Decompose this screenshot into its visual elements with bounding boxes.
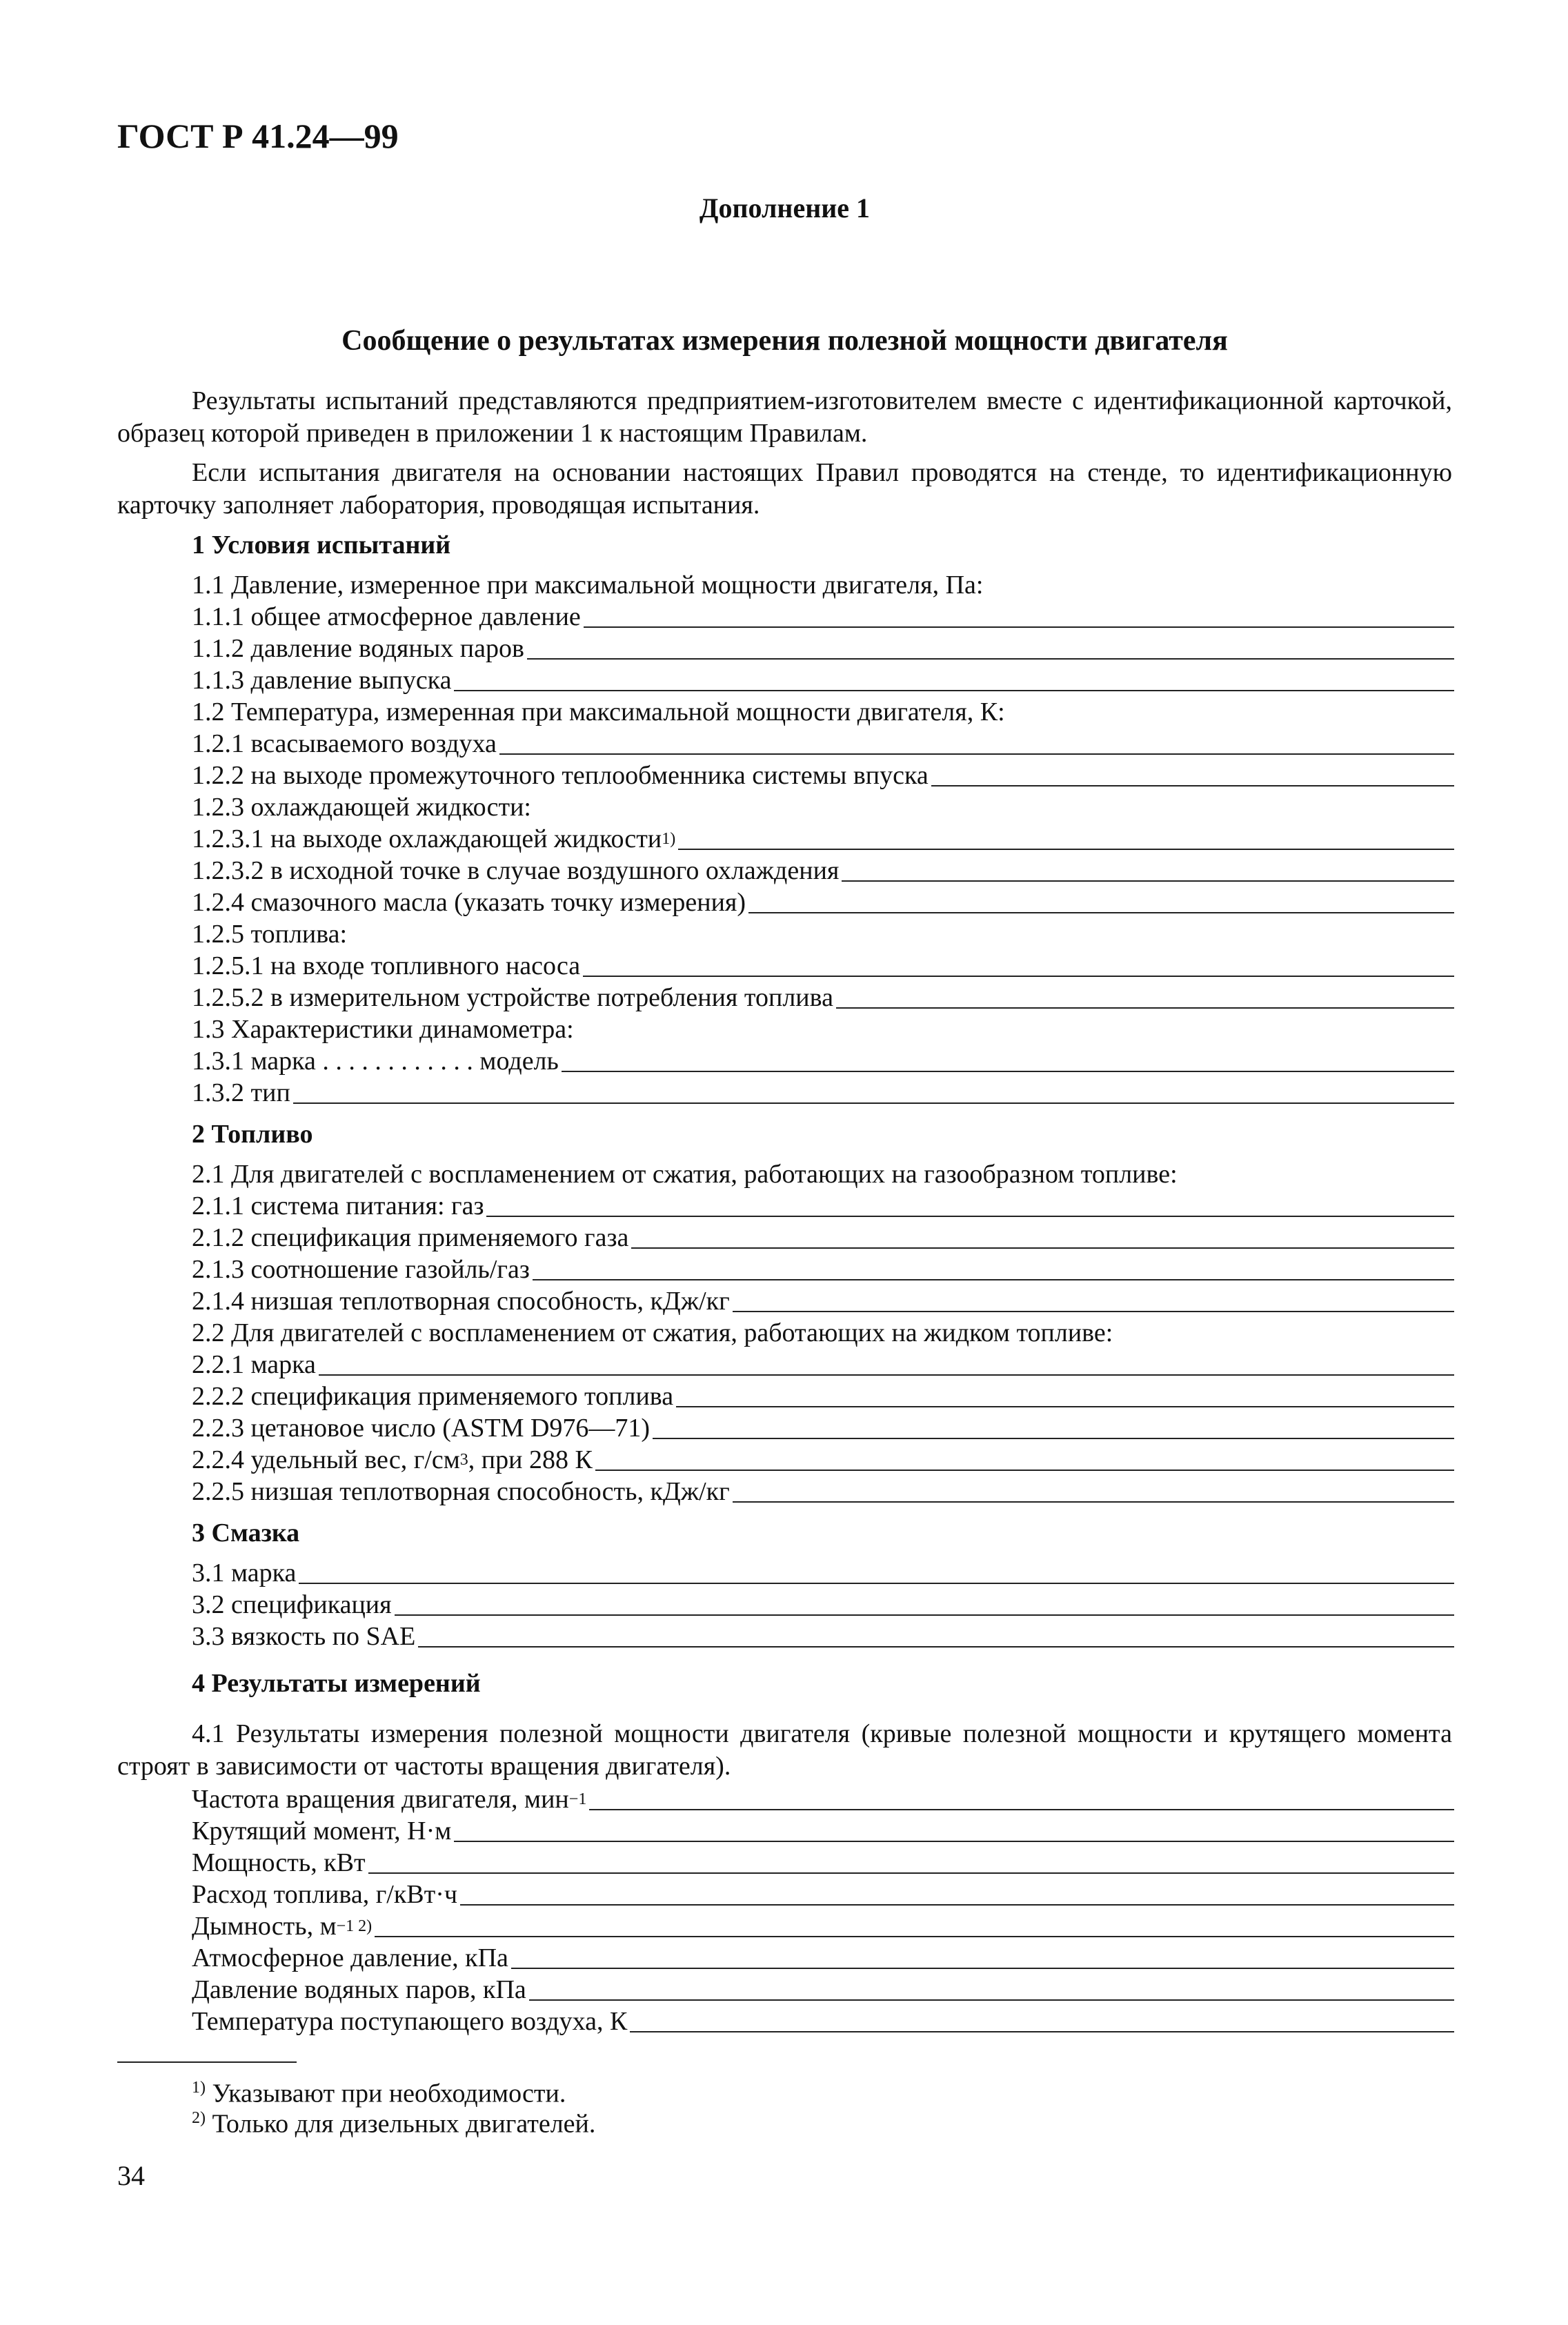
field-label: 2.1.2 спецификация применяемого газа: [192, 1223, 629, 1252]
field-2-2-5[interactable]: [192, 1475, 1454, 1507]
field-label: 1.2.2 на выходе промежуточного теплообменника системы впуска: [192, 761, 929, 790]
blank-line[interactable]: [499, 753, 1454, 755]
item-1-2-5: [192, 918, 347, 949]
field-label: 2.1.1 система питания: газ: [192, 1191, 484, 1220]
page-number: 34: [117, 2160, 145, 2191]
field-label: 1.2.3.2 в исходной точке в случае воздушного охлаждения: [192, 856, 840, 885]
footnote-ref: 1): [662, 830, 676, 848]
intro-paragraph-1: Результаты испытаний представляются предприятием-изготовителем вместе с идентификационной карточкой, образец которой приведен в приложении 1 к настоящим Правилам.: [117, 386, 1452, 448]
field-label: 2.1.4 низшая теплотворная способность, кДж/кг: [192, 1287, 730, 1316]
field-3-2[interactable]: [192, 1588, 1454, 1620]
item-1-2: [192, 695, 1005, 727]
field-label: 2.2.5 низшая теплотворная способность, кДж/кг: [192, 1477, 730, 1506]
field-smoke[interactable]: [192, 1910, 1454, 1941]
blank-line[interactable]: [319, 1374, 1454, 1376]
blank-line[interactable]: [748, 912, 1454, 913]
section-heading-3: 3 Смазка: [192, 1518, 300, 1547]
field-label: 3.2 спецификация: [192, 1590, 392, 1619]
blank-line[interactable]: [584, 626, 1454, 628]
blank-line[interactable]: [533, 1279, 1454, 1280]
item-label: 1.3 Характеристики динамометра:: [192, 1015, 574, 1044]
blank-line[interactable]: [375, 1936, 1454, 1937]
field-label: Мощность, кВт: [192, 1848, 366, 1877]
field-label: 2.2.3 цетановое число (ASTM D976—71): [192, 1414, 651, 1443]
field-label: 2.1.3 соотношение газойль/газ: [192, 1255, 530, 1284]
field-1-2-2[interactable]: [192, 759, 1454, 791]
item-2-1: [192, 1158, 1178, 1189]
item-1-3: [192, 1013, 574, 1045]
blank-line[interactable]: [299, 1583, 1454, 1584]
blank-line[interactable]: [631, 1247, 1454, 1249]
blank-line[interactable]: [842, 880, 1454, 882]
field-2-2-3[interactable]: [192, 1412, 1454, 1443]
field-label: 2.2.2 спецификация применяемого топлива: [192, 1382, 674, 1411]
field-1-1-2[interactable]: [192, 632, 1454, 664]
field-1-2-1[interactable]: [192, 727, 1454, 759]
blank-line[interactable]: [454, 690, 1454, 691]
blank-line[interactable]: [931, 785, 1454, 786]
field-3-3[interactable]: [192, 1620, 1454, 1652]
blank-line[interactable]: [460, 1904, 1454, 1906]
footnote-text: Только для дизельных двигателей.: [206, 2109, 596, 2139]
field-intake-air-temperature[interactable]: [192, 2005, 1454, 2037]
field-1-2-3-2[interactable]: [192, 854, 1454, 886]
section-heading-1: 1 Условия испытаний: [192, 531, 451, 560]
blank-line[interactable]: [529, 1999, 1454, 2001]
blank-line[interactable]: [486, 1216, 1454, 1217]
item-1-2-3: [192, 791, 531, 822]
field-label-suffix: , при 288 К: [468, 1445, 593, 1474]
blank-line[interactable]: [630, 2031, 1454, 2032]
annex-title: Дополнение 1: [699, 192, 871, 224]
footnote-text: Указывают при необходимости.: [206, 2079, 566, 2108]
item-1-1: [192, 568, 983, 600]
field-label: Частота вращения двигателя, мин: [192, 1785, 569, 1814]
item-4-1: 4.1 Результаты измерения полезной мощности двигателя (кривые полезной мощности и крутящего момента строят в зависимости от частоты вращения двигателя).: [117, 1719, 1452, 1781]
field-2-2-2[interactable]: [192, 1380, 1454, 1412]
field-2-2-1[interactable]: [192, 1348, 1454, 1380]
superscript: −1 2): [336, 1917, 373, 1935]
field-label: 1.2.5.1 на входе топливного насоса: [192, 951, 581, 980]
section-heading-2: 2 Топливо: [192, 1120, 313, 1149]
field-label: Давление водяных паров, кПа: [192, 1975, 526, 2004]
field-2-1-1[interactable]: [192, 1189, 1454, 1221]
field-label: 2.2.1 марка: [192, 1350, 316, 1379]
item-label: 1.2.5 топлива:: [192, 920, 348, 949]
footnote-2: [192, 2103, 595, 2139]
field-label: 1.1.2 давление водяных паров: [192, 634, 524, 663]
field-1-2-4[interactable]: [192, 886, 1454, 918]
field-speed[interactable]: [192, 1783, 1454, 1814]
field-label: 1.3.1 марка . . . . . . . . . . . . модель: [192, 1047, 559, 1076]
blank-line[interactable]: [676, 1406, 1454, 1407]
blank-line[interactable]: [733, 1311, 1454, 1312]
blank-line[interactable]: [395, 1614, 1454, 1616]
blank-line[interactable]: [454, 1841, 1454, 1842]
field-1-2-5-1[interactable]: [192, 949, 1454, 981]
blank-line[interactable]: [511, 1968, 1454, 1969]
field-label: 2.2.4 удельный вес, г/см: [192, 1445, 460, 1474]
item-2-2: [192, 1316, 1113, 1348]
superscript: −1: [568, 1790, 587, 1808]
field-label: 1.2.5.2 в измерительном устройстве потребления топлива: [192, 983, 833, 1012]
field-label: 1.3.2 тип: [192, 1078, 290, 1107]
blank-line[interactable]: [418, 1646, 1454, 1648]
field-1-1-1[interactable]: [192, 600, 1454, 632]
field-label: 1.1.3 давление выпуска: [192, 666, 452, 695]
field-2-1-2[interactable]: [192, 1221, 1454, 1253]
field-1-2-5-2[interactable]: [192, 981, 1454, 1013]
field-label: 1.2.1 всасываемого воздуха: [192, 729, 497, 758]
item-label: 2.2 Для двигателей с воспламенением от сжатия, работающих на жидком топливе:: [192, 1318, 1113, 1347]
blank-line[interactable]: [733, 1501, 1454, 1503]
field-1-3-2[interactable]: [192, 1076, 1454, 1108]
field-torque[interactable]: [192, 1814, 1454, 1846]
blank-line[interactable]: [368, 1872, 1454, 1874]
blank-line[interactable]: [293, 1102, 1454, 1104]
intro-paragraph-2: Если испытания двигателя на основании настоящих Правил проводятся на стенде, то идентификационную карточку заполняет лаборатория, проводящая испытания.: [117, 458, 1452, 520]
field-label: 3.1 марка: [192, 1559, 297, 1587]
superscript: 3: [459, 1451, 468, 1469]
field-1-3-1[interactable]: [192, 1045, 1454, 1076]
field-1-1-3[interactable]: [192, 664, 1454, 695]
blank-line[interactable]: [583, 976, 1454, 977]
field-label: Расход топлива, г/кВт·ч: [192, 1880, 458, 1909]
blank-line[interactable]: [595, 1470, 1454, 1471]
blank-line[interactable]: [836, 1007, 1454, 1009]
item-label: 1.1 Давление, измеренное при максимальной мощности двигателя, Па:: [192, 571, 984, 600]
blank-line[interactable]: [589, 1809, 1454, 1810]
footnote-divider: [117, 2061, 297, 2063]
field-fuel-consumption[interactable]: [192, 1878, 1454, 1910]
field-2-1-4[interactable]: [192, 1285, 1454, 1316]
field-label: Температура поступающего воздуха, К: [192, 2007, 628, 2036]
field-1-2-3-1[interactable]: [192, 822, 1454, 854]
document-header: ГОСТ Р 41.24—99: [117, 117, 399, 155]
blank-line[interactable]: [678, 849, 1454, 850]
footnote-mark: 1): [192, 2079, 206, 2097]
field-2-1-3[interactable]: [192, 1253, 1454, 1285]
field-label: 1.2.4 смазочного масла (указать точку измерения): [192, 888, 746, 917]
item-label: 1.2 Температура, измеренная при максимальной мощности двигателя, К:: [192, 698, 1005, 726]
report-title: Сообщение о результатах измерения полезной мощности двигателя: [341, 325, 1228, 357]
field-power[interactable]: [192, 1846, 1454, 1878]
section-heading-4: 4 Результаты измерений: [192, 1669, 481, 1698]
field-label: 3.3 вязкость по SAE: [192, 1622, 416, 1651]
footnote-mark: 2): [192, 2109, 206, 2127]
item-label: 2.1 Для двигателей с воспламенением от сжатия, работающих на газообразном топливе:: [192, 1160, 1178, 1189]
field-vapor-pressure[interactable]: [192, 1973, 1454, 2005]
item-label: 1.2.3 охлаждающей жидкости:: [192, 793, 531, 822]
blank-line[interactable]: [562, 1071, 1454, 1072]
field-label: 1.1.1 общее атмосферное давление: [192, 602, 581, 631]
field-label: 1.2.3.1 на выходе охлаждающей жидкости: [192, 824, 662, 853]
field-label: Атмосферное давление, кПа: [192, 1943, 508, 1972]
field-label: Крутящий момент, Н·м: [192, 1817, 452, 1846]
field-3-1[interactable]: [192, 1556, 1454, 1588]
field-label: Дымность, м: [192, 1912, 337, 1941]
blank-line[interactable]: [653, 1438, 1454, 1439]
field-2-2-4[interactable]: [192, 1443, 1454, 1475]
field-atmospheric-pressure[interactable]: [192, 1941, 1454, 1973]
blank-line[interactable]: [527, 658, 1454, 660]
